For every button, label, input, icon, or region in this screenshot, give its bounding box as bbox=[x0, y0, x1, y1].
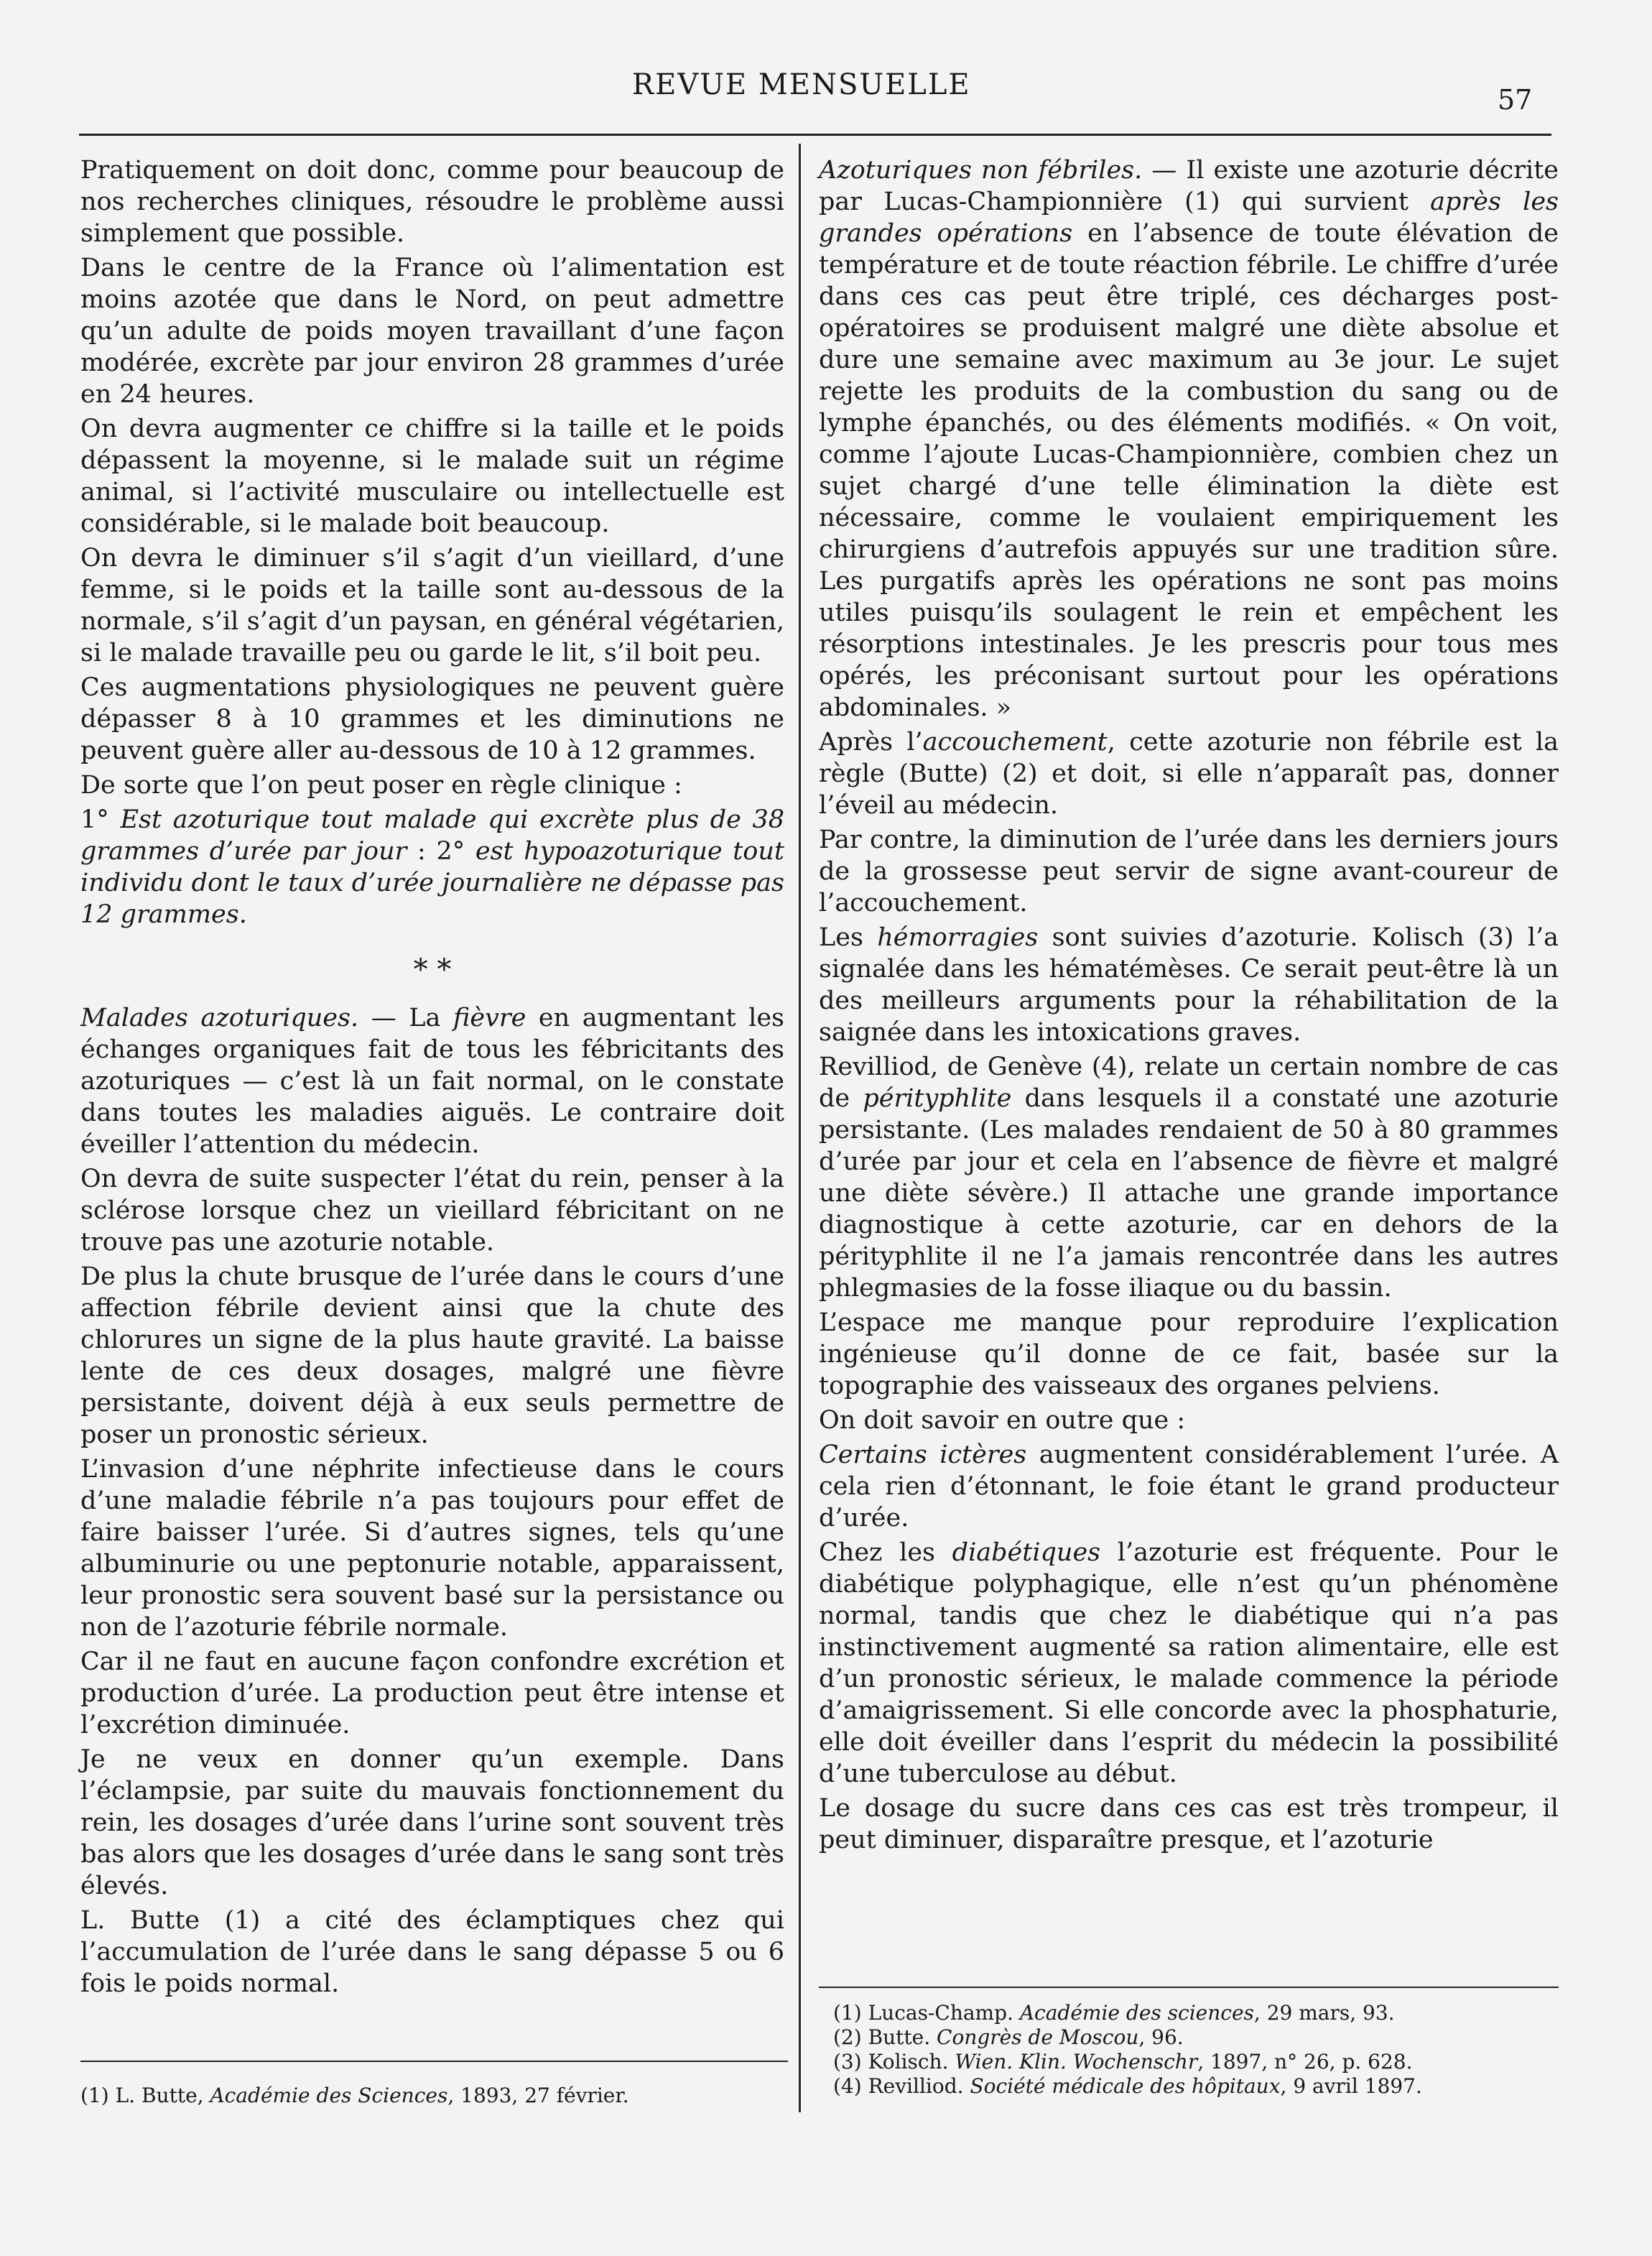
rule-separator: : bbox=[407, 837, 437, 866]
left-column bbox=[80, 154, 784, 2002]
footnote-prefix: (1) Lucas-Champ. bbox=[833, 2001, 1020, 2025]
paragraph: Ces augmentations physiologiques ne peuvent guère dépasser 8 à 10 grammes et les diminutions ne peuvent guère aller au-dessous de 10 à 12 grammes. bbox=[80, 673, 784, 765]
footnote bbox=[80, 2084, 629, 2108]
paragraph bbox=[819, 1439, 1559, 1534]
footnote-journal: Académie des sciences bbox=[1019, 2001, 1254, 2025]
section-dash: — La bbox=[358, 1004, 454, 1032]
emphasis: pérityphlite bbox=[863, 1084, 1012, 1113]
text: — Il existe une azoturie décrite par Lucas-Championnière (1) qui survient bbox=[819, 156, 1559, 216]
footnote-rule-right bbox=[819, 1987, 1559, 1988]
footnote-journal: Wien. Klin. Wochenschr bbox=[955, 2050, 1198, 2074]
footnote-prefix: (2) Butte. bbox=[833, 2025, 937, 2049]
paragraph: L. Butte (1) a cité des éclamptiques chez qui l’accumulation de l’urée dans le sang dépasse 5 ou 6 fois le poids normal. bbox=[80, 1906, 784, 1998]
paragraph: Je ne veux en donner qu’un exemple. Dans l’éclampsie, par suite du mauvais fonctionnement du rein, les dosages d’urée dans l’urine sont souvent très bas alors que les dosages d’urée dans le sang sont très élevés. bbox=[80, 1745, 784, 1900]
emphasis: après les grandes opérations bbox=[819, 188, 1559, 248]
footnote bbox=[833, 2074, 1422, 2099]
footnote-suffix: , 1897, n° 26, p. 628. bbox=[1197, 2050, 1413, 2074]
footnote-journal: Congrès de Moscou bbox=[937, 2025, 1139, 2049]
clinical-rule bbox=[80, 804, 784, 930]
footnote bbox=[833, 2050, 1422, 2074]
rule-1-number: 1° bbox=[80, 805, 109, 834]
text: Après l’ bbox=[819, 728, 923, 757]
footnote-suffix: , 96. bbox=[1138, 2025, 1184, 2049]
footnote-prefix: (3) Kolisch. bbox=[833, 2050, 955, 2074]
footnote-suffix: , 9 avril 1897. bbox=[1280, 2074, 1422, 2098]
paragraph bbox=[819, 1537, 1559, 1790]
section-paragraph bbox=[80, 1002, 784, 1160]
paragraph: On devra augmenter ce chiffre si la taille et le poids dépassent la moyenne, si le malade suit un régime animal, si l’activité musculaire ou intellectuelle est considérable, si le malade boit beaucoup. bbox=[80, 415, 784, 538]
page-number: 57 bbox=[1498, 84, 1533, 116]
footnote-journal: Société médicale des hôpitaux bbox=[970, 2074, 1281, 2098]
rule-2-text: est hypoazoturique tout individu dont le taux d’urée journalière ne dépasse pas 12 grammes. bbox=[80, 837, 784, 929]
paragraph: Le dosage du sucre dans ces cas est très trompeur, il peut diminuer, disparaître presque, et l’azoturie bbox=[819, 1794, 1559, 1854]
footnote bbox=[833, 2001, 1422, 2025]
right-column bbox=[819, 154, 1559, 1859]
paragraph bbox=[819, 154, 1559, 724]
paragraph: L’invasion d’une néphrite infectieuse dans le cours d’une maladie fébrile n’a pas toujours pour effet de faire baisser l’urée. Si d’autres signes, tels qu’une albuminurie ou une peptonurie notable, apparaissent, leur pronostic sera souvent basé sur la persistance ou non de l’azoturie fébrile normale. bbox=[80, 1455, 784, 1642]
text: , cette azoturie non fébrile est la règle (Butte) (2) et doit, si elle n’apparaît pas, donner l’éveil au médecin. bbox=[819, 728, 1559, 820]
footnote-suffix: , 1893, 27 février. bbox=[447, 2084, 629, 2107]
rule-1-text: Est azoturique tout malade qui excrète plus de 38 grammes d’urée par jour bbox=[80, 805, 784, 866]
footnote bbox=[833, 2025, 1422, 2050]
header-rule bbox=[79, 134, 1551, 136]
page-header bbox=[0, 68, 1652, 116]
paragraph bbox=[819, 1051, 1559, 1304]
text: l’azoturie est fréquente. Pour le diabétique polyphagique, elle n’est qu’un phénomène normal, tandis que chez le diabétique qui n’a pas instinctivement augmenté sa ration alimentaire, elle est d’un pronostic sérieux, le malade commence la période d’amaigrissement. Si elle concorde avec la phosphaturie, elle doit éveiller dans l’esprit du médecin la possibilité d’une tuberculose au début. bbox=[819, 1538, 1559, 1788]
section-title: Malades azoturiques. bbox=[80, 1004, 359, 1032]
paragraph: On devra de suite suspecter l’état du rein, penser à la sclérose lorsque chez un vieillard fébricitant on ne trouve pas une azoturie notable. bbox=[80, 1165, 784, 1257]
column-divider bbox=[799, 144, 801, 2112]
paragraph: Par contre, la diminution de l’urée dans les derniers jours de la grossesse peut servir de signe avant-coureur de l’accouchement. bbox=[819, 826, 1559, 917]
footnotes-right bbox=[833, 2001, 1422, 2099]
footnote-suffix: , 29 mars, 93. bbox=[1253, 2001, 1395, 2025]
section-text: en augmentant les échanges organiques fait de tous les fébricitants des azoturiques — c’est là un fait normal, on le constate dans toutes les maladies aiguës. Le contraire doit éveiller l’attention du médecin. bbox=[80, 1004, 785, 1159]
paragraph: Dans le centre de la France où l’alimentation est moins azotée que dans le Nord, on peut admettre qu’un adulte de poids moyen travaillant d’une façon modérée, excrète par jour environ 28 grammes d’urée en 24 heures. bbox=[80, 254, 784, 409]
text: dans lesquels il a constaté une azoturie persistante. (Les malades rendaient de 50 à 80 grammes d’urée par jour et cela en l’absence de fièvre et malgré une diète sévère.) Il attache une grande importance diagnostique à cette azoturie, car en dehors de la pérityphlite il ne l’a jamais rencontrée dans les autres phlegmasies de la fosse iliaque ou du bassin. bbox=[819, 1084, 1559, 1303]
paragraph: Car il ne faut en aucune façon confondre excrétion et production d’urée. La production peut être intense et l’excrétion diminuée. bbox=[80, 1647, 784, 1739]
text: sont suivies d’azoturie. Kolisch (3) l’a signalée dans les hématémèses. Ce serait peut-être là un des meilleurs arguments pour la réhabilitation de la saignée dans les intoxications graves. bbox=[819, 923, 1559, 1047]
emphasis: Certains ictères bbox=[819, 1441, 1027, 1469]
paragraph: De plus la chute brusque de l’urée dans le cours d’une affection fébrile devient ainsi que la chute des chlorures un signe de la plus haute gravité. La baisse lente de ces deux dosages, malgré une fièvre persistante, doivent déjà à eux seuls permettre de poser un pronostic sérieux. bbox=[80, 1262, 784, 1449]
rule-2-number: 2° bbox=[436, 837, 465, 866]
running-head: REVUE MENSUELLE bbox=[632, 68, 971, 101]
paragraph bbox=[819, 922, 1559, 1048]
paragraph: L’espace me manque pour reproduire l’explication ingénieuse qu’il donne de ce fait, basée sur la topographie des vaisseaux des organes pelviens. bbox=[819, 1308, 1559, 1400]
paragraph: Pratiquement on doit donc, comme pour beaucoup de nos recherches cliniques, résoudre le problème aussi simplement que possible. bbox=[80, 156, 784, 248]
footnote-rule-left bbox=[80, 2061, 788, 2062]
text: Revilliod, de Genève (4), relate un certain nombre de cas de bbox=[819, 1053, 1559, 1113]
emphasis: accouchement bbox=[922, 728, 1108, 757]
footnote-prefix: (4) Revilliod. bbox=[833, 2074, 970, 2098]
text: Chez les bbox=[819, 1538, 952, 1567]
paragraph: On doit savoir en outre que : bbox=[819, 1406, 1186, 1435]
footnote-prefix: (1) L. Butte, bbox=[80, 2084, 210, 2107]
paragraph: On devra le diminuer s’il s’agit d’un vieillard, d’une femme, si le poids et la taille sont au-dessous de la normale, s’il s’agit d’un paysan, en général végétarien, si le malade travaille peu ou garde le lit, s’il boit peu. bbox=[80, 544, 784, 667]
text: Les bbox=[819, 923, 878, 952]
emphasis: hémorragies bbox=[877, 923, 1039, 952]
emphasis: fièvre bbox=[453, 1004, 526, 1032]
emphasis: diabétiques bbox=[952, 1538, 1101, 1567]
footnote-journal: Académie des Sciences bbox=[210, 2084, 448, 2107]
footnotes-left bbox=[80, 2084, 629, 2108]
paragraph bbox=[819, 726, 1559, 821]
paragraph: De sorte que l’on peut poser en règle clinique : bbox=[80, 771, 682, 800]
text: augmentent considérablement l’urée. A cela rien d’étonnant, le foie étant le grand producteur d’urée. bbox=[819, 1441, 1559, 1532]
text: en l’absence de toute élévation de température et de toute réaction fébrile. Le chiffre d’urée dans ces cas peut être triplé, ces décharges post-opératoires se produisent malgré une diète absolue et dure une semaine avec maximum au 3e jour. Le sujet rejette les produits de la combustion du sang ou de lymphe épanchés, ou des éléments modifiés. « On voit, comme l’ajoute Lucas-Championnière, combien chez un sujet chargé d’une telle élimination la diète est nécessaire, comme le voulaient empiriquement les chirurgiens d’autrefois appuyés sur une tradition sûre. Les purgatifs après les opérations ne sont pas moins utiles puisqu’ils soulagent le rein et empêchent les résorptions intestinales. Je les prescris pour tous mes opérés, les préconisant surtout pour les opérations abdominales. » bbox=[819, 219, 1559, 722]
section-separator: * * bbox=[413, 953, 452, 986]
section-title: Azoturiques non fébriles. bbox=[819, 156, 1143, 185]
